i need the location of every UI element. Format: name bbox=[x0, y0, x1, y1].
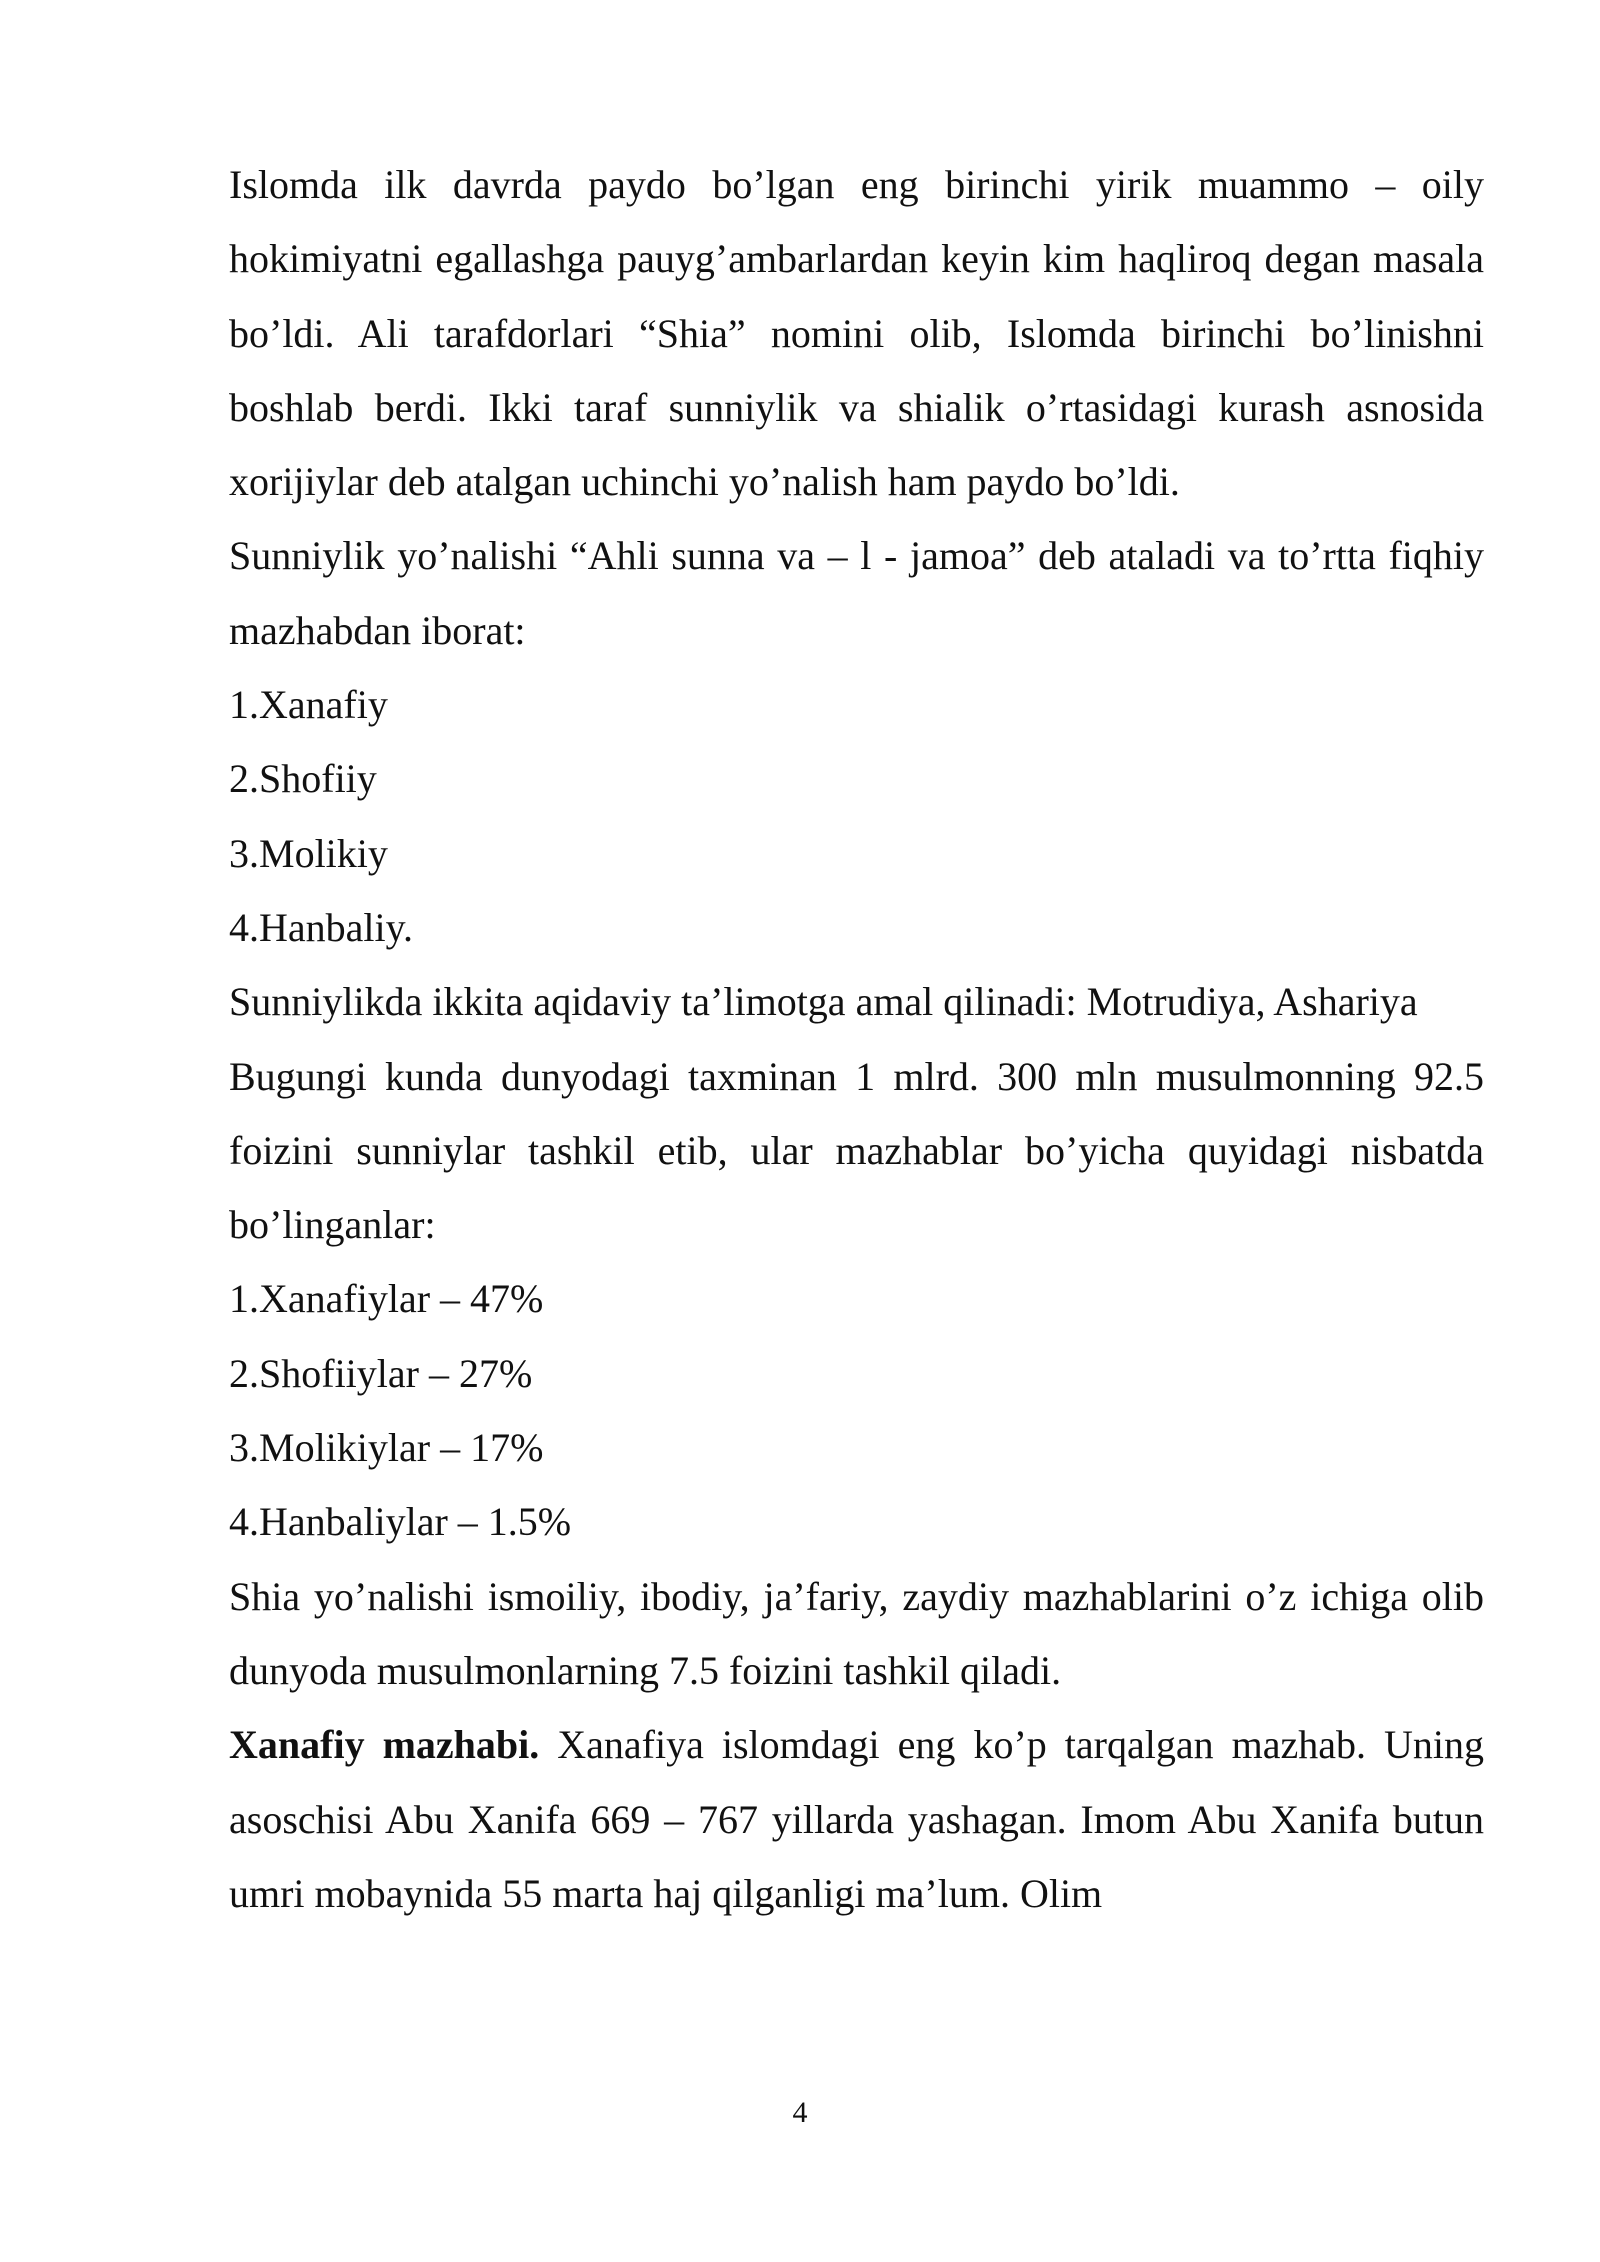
list-item-share: 4.Hanbaliylar – 1.5% bbox=[229, 1499, 572, 1545]
paragraph-hanafi bbox=[229, 1708, 1484, 1931]
paragraph-population: Bugungi kunda dunyodagi taxminan 1 mlrd. 300 mln musulmonning 92.5 foizini sunniylar tashkil etib, ular mazhablar bo’yicha quyidagi nisbatda bo’linganlar: bbox=[229, 1053, 1484, 1248]
paragraph-shia: Shia yo’nalishi ismoiliy, ibodiy, ja’fariy, zaydiy mazhablarini o’z ichiga olib dunyoda musulmonlarning 7.5 foizini tashkil qiladi. bbox=[229, 1573, 1484, 1693]
list-item-madhab: 2.Shofiiy bbox=[229, 756, 377, 802]
list-item-madhab: 4.Hanbaliy. bbox=[229, 904, 414, 950]
paragraph-origin: Islomda ilk davrda paydo bo’lgan eng birinchi yirik muammo – oily hokimiyatni egallashga pauyg’ambarlardan keyin kim haqliroq degan masala bo’ldi. Ali tarafdorlari “Shia” nomini olib, Islomda birinchi bo’linishni boshlab berdi. Ikki taraf sunniylik va shialik o’rtasidagi kurash asnosida xorijiylar deb atalgan uchinchi yo’nalish ham paydo bo’ldi. bbox=[229, 162, 1484, 505]
body-text bbox=[229, 148, 1484, 1931]
paragraph-sunni-intro: Sunniylik yo’nalishi “Ahli sunna va – l - jamoa” deb ataladi va to’rtta fiqhiy mazhabdan iborat: bbox=[229, 533, 1484, 653]
list-item-share: 3.Molikiylar – 17% bbox=[229, 1425, 544, 1471]
list-item-madhab: 1.Xanafiy bbox=[229, 682, 388, 728]
list-item-share: 1.Xanafiylar – 47% bbox=[229, 1276, 544, 1322]
page-number: 4 bbox=[792, 2096, 808, 2129]
list-item-share: 2.Shofiiylar – 27% bbox=[229, 1350, 533, 1396]
list-item-madhab: 3.Molikiy bbox=[229, 830, 388, 876]
paragraph-aqida: Sunniylikda ikkita aqidaviy ta’limotga amal qilinadi: Motrudiya, Ashariya bbox=[229, 979, 1418, 1025]
paragraph-hanafi-text: Xanafiya islomdagi eng ko’p tarqalgan mazhab. Uning asoschisi Abu Xanifa 669 – 767 yillarda yashagan. Imom Abu Xanifa butun umri mobaynida 55 marta haj qilganligi ma’lum. Olim bbox=[229, 1722, 1484, 1916]
section-heading-hanafi: Xanafiy mazhabi. bbox=[229, 1722, 540, 1768]
